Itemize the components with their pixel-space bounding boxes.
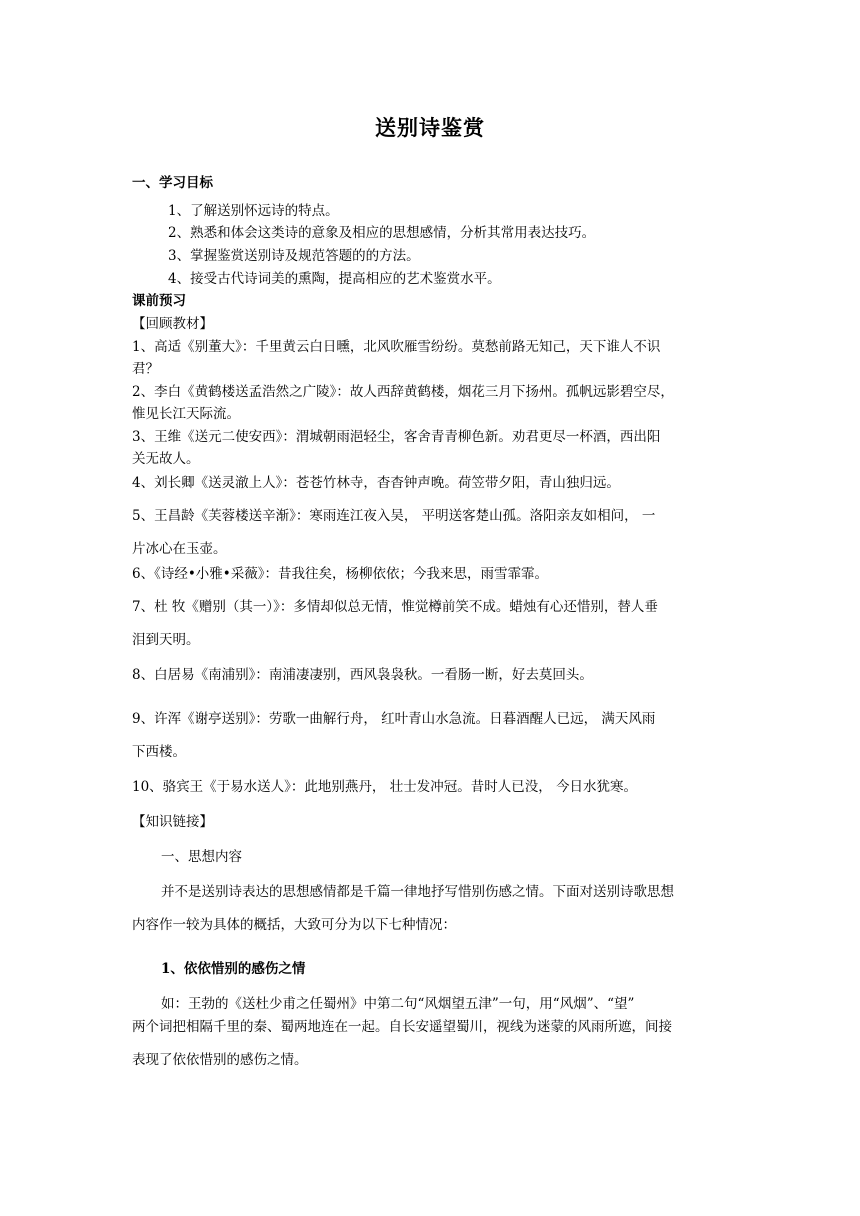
poem-line: 关无故人。 — [132, 451, 200, 467]
poem-line: 3、王维《送元二使安西》：渭城朝雨浥轻尘，客舍青青柳色新。劝君更尽一杯酒，西出阳 — [132, 429, 661, 445]
poem-line: 9、许浑《谢亭送别》：劳歌一曲解行舟， 红叶青山水急流。日暮酒醒人已远， 满天风雨 — [132, 711, 656, 727]
poem-line: 君？ — [132, 361, 159, 377]
poem-line: 片冰心在玉壶。 — [132, 541, 227, 557]
poem-line: 7、杜 牧《赠别（其一）》：多情却似总无情，惟觉樽前笑不成。蜡烛有心还惜别，替人垂 — [132, 599, 658, 615]
knowledge-subheading: 一、思想内容 — [161, 849, 242, 865]
poem-line: 1、高适《别董大》：千里黄云白日曛，北风吹雁雪纷纷。莫愁前路无知己，天下谁人不识 — [132, 339, 661, 355]
section-heading-goals: 一、学习目标 — [132, 175, 213, 191]
goal-item: 3、掌握鉴赏送别诗及规范答题的的方法。 — [168, 248, 420, 264]
knowledge-heading: 【知识链接】 — [132, 814, 213, 830]
section-heading-preview: 课前预习 — [132, 293, 186, 309]
poem-line: 泪到天明。 — [132, 632, 200, 648]
poem-line: 惟见长江天际流。 — [132, 406, 240, 422]
poem-line: 10、骆宾王《于易水送人》：此地别燕丹， 壮士发冲冠。昔时人已没， 今日水犹寒。 — [132, 779, 638, 795]
page-title: 送别诗鉴赏 — [375, 115, 485, 140]
poem-line: 6、《诗经•小雅•采薇》：昔我往矣，杨柳依依；今我来思，雨雪霏霏。 — [132, 566, 549, 582]
knowledge-paragraph-line: 并不是送别诗表达的思想感情都是千篇一律地抒写惜别伤感之情。下面对送别诗歌思想 — [161, 884, 674, 900]
point-heading: 1、依依惜别的感伤之情 — [161, 961, 306, 977]
review-heading: 【回顾教材】 — [132, 316, 213, 332]
poem-line: 8、白居易《南浦别》：南浦凄凄别，西风袅袅秋。一看肠一断，好去莫回头。 — [132, 667, 593, 683]
poem-line: 4、刘长卿《送灵澈上人》：苍苍竹林寺，杳杳钟声晚。荷笠带夕阳，青山独归远。 — [132, 475, 620, 491]
poem-line: 5、王昌龄《芙蓉楼送辛渐》：寒雨连江夜入吴， 平明送客楚山孤。洛阳亲友如相问， 一 — [132, 508, 656, 524]
knowledge-paragraph-line: 内容作一较为具体的概括，大致可分为以下七种情况： — [132, 917, 456, 933]
point-paragraph-line: 如：王勃的《送杜少甫之任蜀州》中第二句“风烟望五津”一句，用“风烟”、“望” — [161, 996, 635, 1012]
point-paragraph-line: 表现了依依惜别的感伤之情。 — [132, 1052, 308, 1068]
goal-item: 1、了解送别怀远诗的特点。 — [168, 203, 339, 219]
poem-line: 2、李白《黄鹤楼送孟浩然之广陵》：故人西辞黄鹤楼，烟花三月下扬州。孤帆远影碧空尽， — [132, 384, 674, 400]
goal-item: 4、接受古代诗词美的熏陶，提高相应的艺术鉴赏水平。 — [168, 271, 501, 287]
point-paragraph-line: 两个词把相隔千里的秦、蜀两地连在一起。自长安遥望蜀川，视线为迷蒙的风雨所遮，间接 — [132, 1019, 672, 1035]
goal-item: 2、熟悉和体会这类诗的意象及相应的思想感情，分析其常用表达技巧。 — [168, 225, 596, 241]
poem-line: 下西楼。 — [132, 744, 186, 760]
